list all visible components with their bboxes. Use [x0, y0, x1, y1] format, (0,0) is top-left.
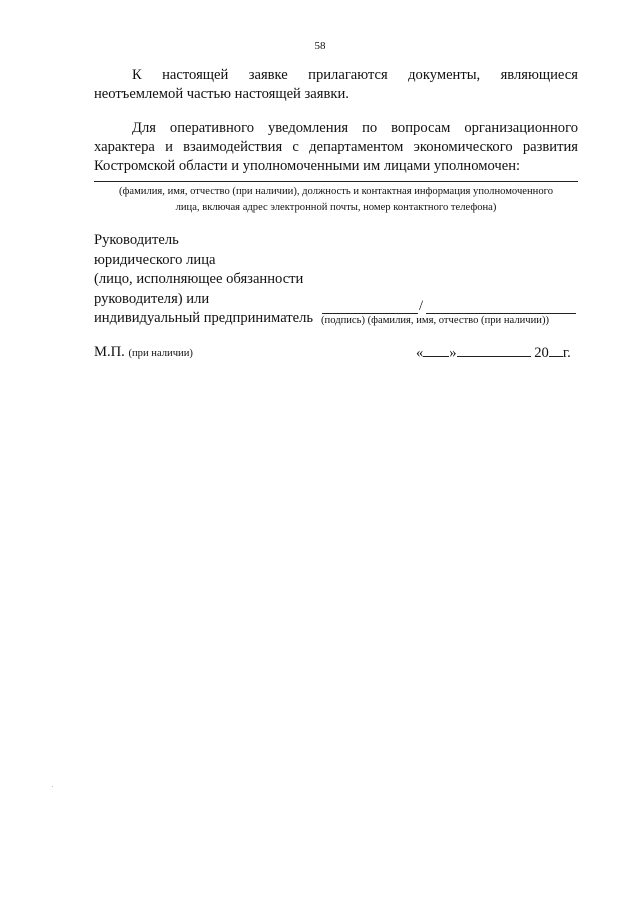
signature-separator: / — [419, 298, 424, 314]
year-fill-line — [549, 344, 563, 357]
signer-block — [94, 231, 313, 329]
stamp-label: М.П. — [94, 344, 125, 360]
year-prefix: 20 — [534, 345, 549, 361]
month-fill-line — [457, 344, 531, 357]
signer-line: индивидуальный предприниматель — [94, 310, 314, 326]
year-suffix: г. — [562, 345, 571, 361]
signature-fill-line — [322, 313, 418, 314]
authorized-person-caption — [94, 184, 578, 215]
date-open-quote: « — [416, 345, 424, 361]
para1-word: являющиеся — [500, 67, 578, 83]
authorized-person-caption-line1: (фамилия, имя, отчество (при наличии), должность и контактная информация уполномоченного — [119, 186, 553, 197]
attachments-paragraph-line1 — [94, 66, 578, 85]
day-fill-line — [423, 344, 449, 357]
scan-speck — [52, 786, 53, 787]
authorized-person-caption-line2: лица, включая адрес электронной почты, номер контактного телефона) — [175, 201, 497, 213]
full-name-fill-line — [426, 313, 576, 314]
attachments-paragraph — [94, 66, 578, 104]
date-row — [416, 344, 571, 362]
page-number: 58 — [314, 40, 326, 52]
signer-line: Руководитель — [94, 232, 179, 248]
para1-word: заявке — [248, 67, 288, 83]
stamp-place — [94, 344, 193, 361]
para1-word: прилагаются — [308, 67, 388, 83]
signer-line: юридического лица — [94, 251, 216, 268]
signature-caption: (подпись) (фамилия, имя, отчество (при наличии)) — [321, 315, 550, 326]
contact-paragraph: Для оперативного уведомления по вопросам организационного характера и взаимодействия с департаментом экономического развития Костромской области и уполномоченными им лицами уполномочен: — [94, 120, 578, 174]
para1-word: К — [132, 67, 142, 83]
date-close-quote: » — [449, 345, 457, 361]
signer-line: руководителя) или — [94, 290, 210, 307]
authorized-person-fill-line — [94, 181, 578, 182]
para1-word: документы, — [408, 67, 481, 83]
para1-word: настоящей — [162, 67, 229, 83]
signer-line: (лицо, исполняющее обязанности — [94, 271, 304, 287]
stamp-note: (при наличии) — [128, 348, 193, 359]
attachments-paragraph-line2: неотъемлемой частью настоящей заявки. — [94, 86, 349, 102]
